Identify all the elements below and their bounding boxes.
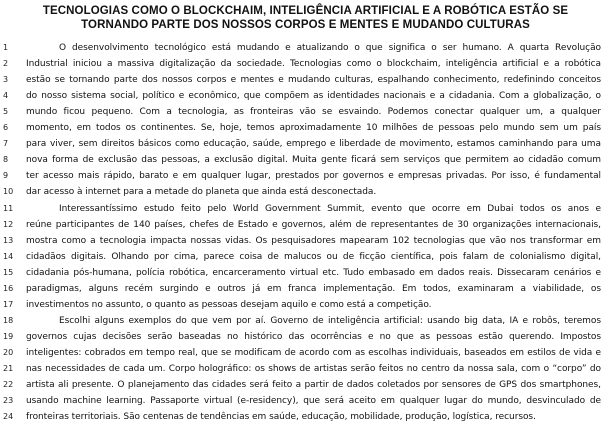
line-text: mundo ficou pequeno. Com a tecnologia, as fronteiras vão se esvaindo. Podemos conectar qualquer um, a qualquer <box>26 107 601 118</box>
line-number: 21 <box>3 364 14 373</box>
line-number: 4 <box>3 91 9 101</box>
text-line <box>0 152 611 168</box>
line-text: O desenvolvimento tecnológico está mudando e atualizando o que significa o ser humano. A quarta Revolução <box>59 43 601 53</box>
text-line <box>0 88 611 104</box>
line-number: 14 <box>3 251 14 261</box>
line-number: 8 <box>3 155 9 165</box>
line-number: 22 <box>3 380 14 390</box>
line-text: mostra como a tecnologia impacta nossas vidas. Os pesquisadores mapearam 102 tecnologias que vão nos transformar em <box>26 235 601 246</box>
text-line <box>0 345 611 361</box>
text-line <box>0 377 611 393</box>
title-line-1: TECNOLOGIAS COMO O BLOCKCHAIM, INTELIGÊNCIA ARTIFICIAL E A ROBÓTICA ESTÃO SE <box>42 5 569 17</box>
line-text: usando machine learning. Passaporte virtual (e-residency), que será aceito em qualquer lugar do mundo, desvinculado de <box>26 396 601 407</box>
text-line <box>0 201 611 217</box>
text-line <box>0 56 611 72</box>
line-number: 24 <box>3 412 14 422</box>
line-text: cidadania pós-humana, polícia robótica, encarceramento virtual etc. Tudo embasado em dados reais. Dissecaram cenários e <box>26 267 601 278</box>
line-number: 18 <box>3 315 14 325</box>
line-text: paradigmas, alguns recém surgindo e outros já em franca implementação. Em todos, examinaram a viabilidade, os <box>26 283 601 294</box>
line-number: 12 <box>3 219 14 229</box>
text-line <box>0 297 611 313</box>
line-number: 20 <box>3 347 14 357</box>
line-text: Interessantíssimo estudo feito pelo World Government Summit, evento que ocorre em Dubai todos os anos e <box>59 203 601 214</box>
line-number: 13 <box>3 235 14 245</box>
text-line <box>0 40 611 56</box>
line-number: 6 <box>3 123 9 133</box>
line-number: 10 <box>3 187 14 197</box>
line-text: estão se tornando parte dos nossos corpos e mentes e mudando culturas, espalhando conhecimento, redefinindo conceitos <box>26 75 601 86</box>
text-line <box>0 217 611 233</box>
line-text: dar acesso à internet para a metade do planeta que ainda está desconectada. <box>26 187 377 198</box>
line-text: inteligentes: cobrados em tempo real, que se modificam de acordo com as escolhas individuais, baseados em estilos de vida e <box>26 347 601 358</box>
text-line <box>0 120 611 136</box>
text-line <box>0 136 611 152</box>
text-line <box>0 233 611 249</box>
line-number: 5 <box>3 107 9 117</box>
line-text: Escolhi alguns exemplos do que vem por aí. Governo de inteligência artificial: usando big data, IA e robôs, teremos <box>59 315 601 326</box>
line-text: governos cujas decisões serão baseadas no histórico das ocorrências e no que as pessoas estão querendo. Impostos <box>26 331 601 342</box>
line-number: 9 <box>3 171 9 181</box>
line-text: momento, em todos os continentes. Se, hoje, temos aproximadamente 10 milhões de pessoas pelo mundo sem um país <box>26 123 601 134</box>
text-line <box>0 281 611 297</box>
text-line <box>0 184 611 200</box>
line-number: 3 <box>3 75 9 85</box>
line-number: 19 <box>3 331 14 341</box>
line-text: Industrial iniciou a massiva digitalização da sociedade. Tecnologias como o blockchaim, inteligência artificial e a robótica <box>26 59 601 70</box>
line-text: artista ali presente. O planejamento das cidades será feito a partir de dados coletados por sensores de GPS dos smartphones, <box>26 380 601 391</box>
text-line <box>0 265 611 281</box>
line-number: 17 <box>3 299 14 309</box>
text-line <box>0 313 611 329</box>
line-text: nas necessidades de cada um. Corpo holográfico: os shows de artistas serão feitos no centro da nossa sala, com o “corpo” do <box>26 364 601 374</box>
line-text: reúne participantes de 140 países, chefes de Estado e governos, além de representantes de 30 organizações internacionais, <box>26 219 601 230</box>
text-line <box>0 393 611 409</box>
text-line <box>0 329 611 345</box>
line-number: 23 <box>3 396 14 406</box>
text-line <box>0 409 611 425</box>
line-number: 11 <box>3 203 14 213</box>
text-line <box>0 361 611 377</box>
line-text: para viver, sem direitos básicos como educação, saúde, emprego e liberdade de movimento, estamos caminhando para uma <box>26 139 601 150</box>
line-number: 16 <box>3 283 14 293</box>
line-number: 7 <box>3 139 9 149</box>
line-text: fronteiras territoriais. São centenas de tendências em saúde, educação, mobilidade, produção, logística, recursos. <box>26 412 536 423</box>
line-text: ter acesso mais rápido, barato e em qualquer lugar, prestados por governos e empresas privadas. Por isso, é fundamental <box>26 171 601 182</box>
line-text: nova forma de exclusão das pessoas, a exclusão digital. Muita gente ficará sem serviços que permitem ao cidadão comum <box>26 155 601 166</box>
title-line-2: TORNANDO PARTE DOS NOSSOS CORPOS E MENTES E MUDANDO CULTURAS <box>81 18 530 31</box>
line-number: 15 <box>3 267 14 277</box>
text-line <box>0 104 611 120</box>
line-number: 2 <box>3 59 9 69</box>
text-line <box>0 249 611 265</box>
line-text: do nosso sistema social, político e econômico, que compõem as identidades nacionais e a cidadania. Com a globalização, o <box>26 91 601 102</box>
text-line <box>0 168 611 184</box>
line-number: 1 <box>3 43 9 52</box>
text-line <box>0 72 611 88</box>
line-text: investimentos no assunto, o quanto as pessoas desejam aquilo e como está a competição. <box>26 299 432 310</box>
line-text: cidadãos digitais. Olhando por cima, parece coisa de malucos ou de ficção científica, pois falam de colonialismo digital, <box>26 251 601 262</box>
